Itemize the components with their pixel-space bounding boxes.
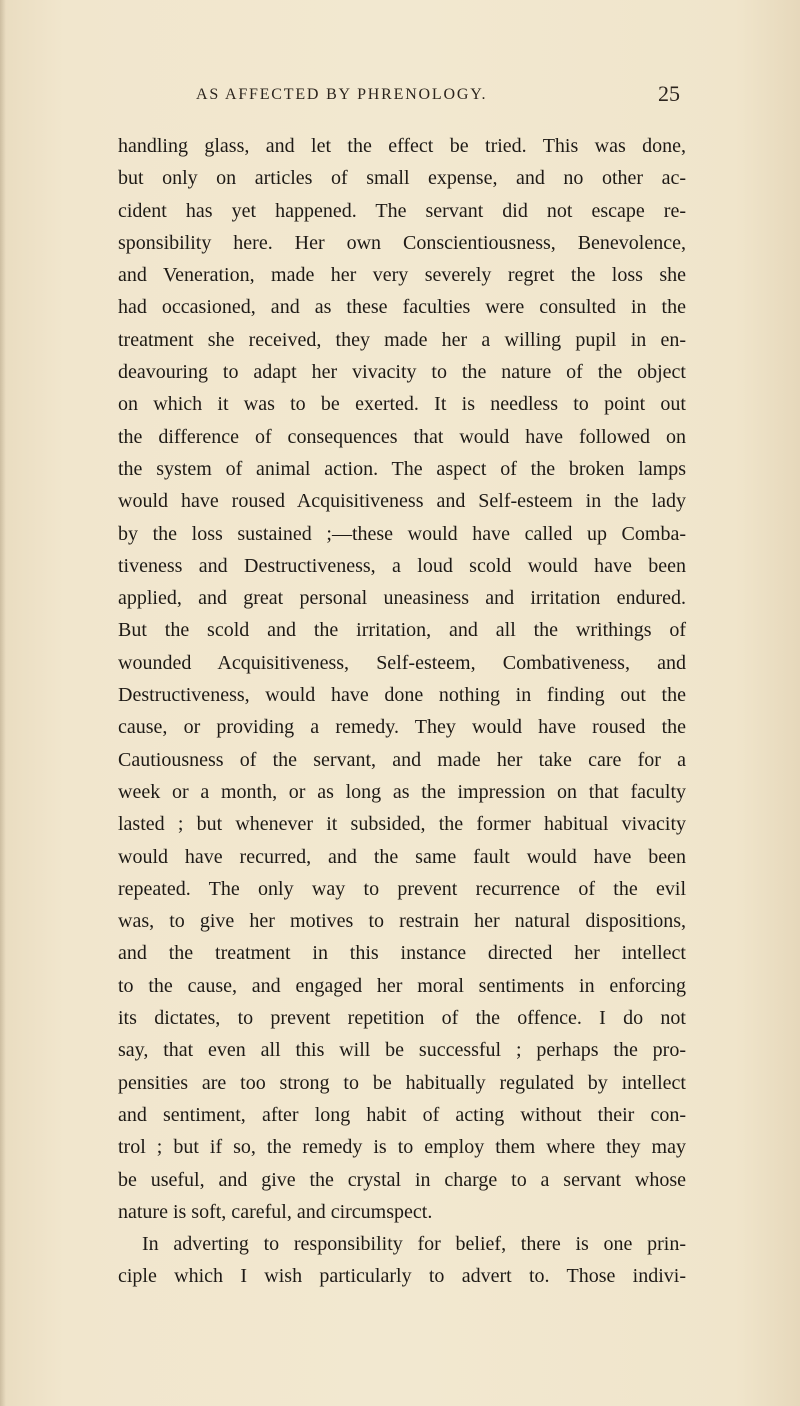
- text-line: deavouring to adapt her vivacity to the nature of the object: [118, 361, 686, 384]
- page-number: 25: [658, 81, 680, 106]
- page-edge-shadow: [0, 0, 6, 1406]
- text-line: nature is soft, careful, and circumspect.: [118, 1200, 433, 1223]
- text-line: be useful, and give the crystal in charge to a servant whose: [118, 1168, 686, 1191]
- text-line: week or a month, or as long as the impression on that faculty: [118, 780, 686, 803]
- text-line: cause, or providing a remedy. They would have roused the: [118, 716, 686, 739]
- text-line: would have recurred, and the same fault would have been: [118, 845, 686, 868]
- text-line: was, to give her motives to restrain her natural dispositions,: [118, 910, 686, 933]
- text-line: would have roused Acquisitiveness and Self-esteem in the lady: [118, 490, 686, 513]
- text-line: handling glass, and let the effect be tried. This was done,: [118, 135, 686, 157]
- text-line: and Veneration, made her very severely regret the loss she: [118, 264, 686, 287]
- text-line: applied, and great personal uneasiness and irritation endured.: [118, 587, 686, 610]
- text-line: had occasioned, and as these faculties were consulted in the: [118, 296, 686, 319]
- text-line: tiveness and Destructiveness, a loud scold would have been: [118, 554, 686, 577]
- text-line: sponsibility here. Her own Conscientiousness, Benevolence,: [118, 231, 686, 254]
- text-line: the system of animal action. The aspect of the broken lamps: [118, 457, 686, 480]
- text-line: cident has yet happened. The servant did not escape re-: [118, 199, 686, 222]
- text-line: but only on articles of small expense, and no other ac-: [118, 167, 686, 190]
- text-line: In adverting to responsibility for belief, there is one prin-: [142, 1233, 686, 1256]
- text-line: on which it was to be exerted. It is needless to point out: [118, 393, 686, 416]
- text-line: and the treatment in this instance directed her intellect: [118, 942, 686, 965]
- text-line: lasted ; but whenever it subsided, the former habitual vivacity: [118, 813, 686, 836]
- body-text: [118, 130, 686, 1293]
- text-line: Destructiveness, would have done nothing in finding out the: [118, 684, 686, 707]
- text-line: pensities are too strong to be habitually regulated by intellect: [118, 1071, 686, 1094]
- text-line: trol ; but if so, the remedy is to employ them where they may: [118, 1136, 686, 1159]
- text-line: Cautiousness of the servant, and made her take care for a: [118, 748, 686, 771]
- text-line: wounded Acquisitiveness, Self-esteem, Combativeness, and: [118, 651, 686, 674]
- text-line: ciple which I wish particularly to advert to. Those indivi-: [118, 1265, 686, 1288]
- running-header: AS AFFECTED BY PHRENOLOGY.: [196, 86, 488, 103]
- text-line: to the cause, and engaged her moral sentiments in enforcing: [118, 974, 686, 997]
- text-line: its dictates, to prevent repetition of the offence. I do not: [118, 1007, 686, 1030]
- text-line: by the loss sustained ;—these would have called up Comba-: [118, 522, 686, 545]
- text-line: the difference of consequences that would have followed on: [118, 425, 686, 448]
- text-line: say, that even all this will be successful ; perhaps the pro-: [118, 1039, 686, 1062]
- text-line: repeated. The only way to prevent recurrence of the evil: [118, 877, 686, 900]
- text-line: treatment she received, they made her a willing pupil in en-: [118, 328, 686, 351]
- text-line: But the scold and the irritation, and all the writhings of: [118, 619, 686, 642]
- text-line: and sentiment, after long habit of acting without their con-: [118, 1103, 686, 1126]
